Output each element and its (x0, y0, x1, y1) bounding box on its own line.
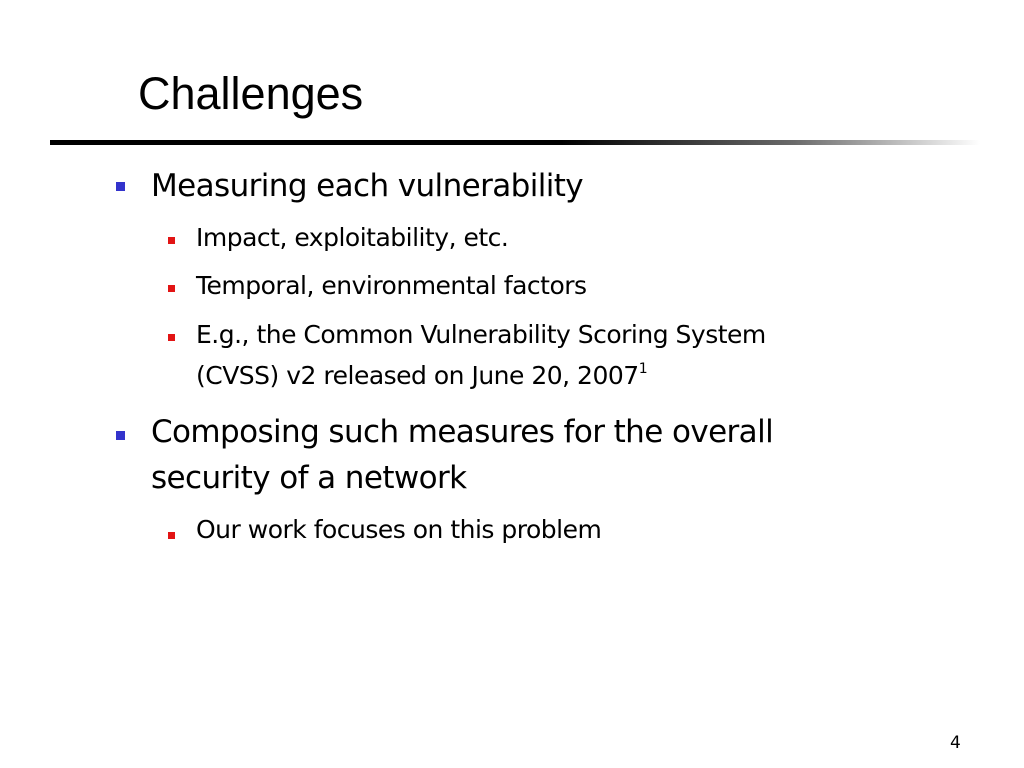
bullet-text: Composing such measures for the overall (151, 414, 774, 450)
sub-bullet-text-continued (196, 359, 647, 393)
square-bullet-icon (116, 182, 125, 191)
title-divider (50, 140, 980, 145)
cvss-release-text: (CVSS) v2 released on June 20, 2007 (196, 361, 639, 390)
square-bullet-icon (168, 285, 175, 292)
sub-bullet-text: Impact, exploitability, etc. (196, 223, 509, 252)
square-bullet-icon (116, 431, 125, 440)
square-bullet-icon (168, 237, 175, 244)
square-bullet-icon (168, 334, 175, 341)
sub-bullet-text: Our work focuses on this problem (196, 515, 602, 544)
sub-bullet-text: Temporal, environmental factors (196, 271, 587, 300)
square-bullet-icon (168, 532, 175, 539)
page-number: 4 (950, 733, 961, 753)
bullet-text-continued: security of a network (151, 460, 467, 496)
footnote-marker: 1 (638, 361, 648, 377)
bullet-text: Measuring each vulnerability (151, 168, 584, 204)
sub-bullet-text: E.g., the Common Vulnerability Scoring System (196, 320, 766, 349)
slide-title: Challenges (138, 68, 364, 119)
